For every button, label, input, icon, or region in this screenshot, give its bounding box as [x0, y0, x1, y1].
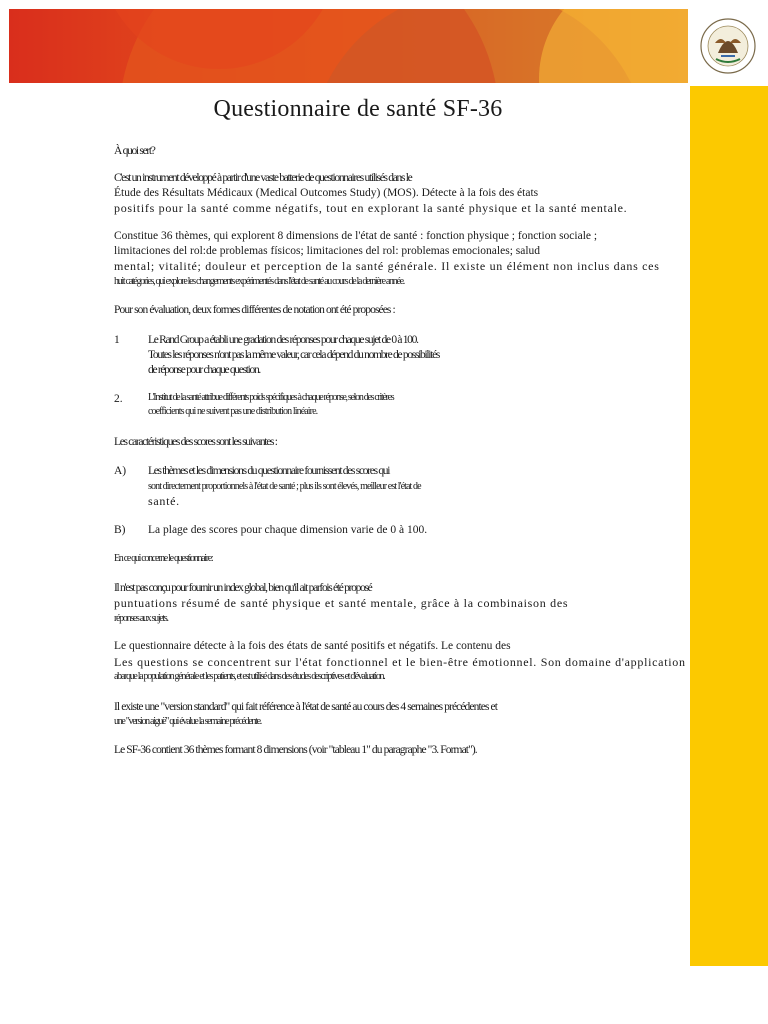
yellow-side-bar [690, 86, 768, 966]
banner-curves [9, 9, 688, 83]
section-heading: À quoi sert? [114, 145, 155, 157]
p2-line-2: limitaciones del rol:de problemas físicos; limitaciones del rol: problemas emocionales; salud [114, 245, 541, 257]
p1-line-1: C'est un instrument développé à partir d'une vaste batterie de questionnaires utilisés dans le [114, 172, 412, 184]
p4-text: Les caractéristiques des scores sont les suivantes : [114, 436, 277, 448]
itemB-text: La plage des scores pour chaque dimension varie de 0 à 100. [148, 524, 428, 536]
p9-text: Le SF-36 contient 36 thèmes formant 8 dimensions (voir "tableau 1" du paragraphe "3. Format"). [114, 744, 477, 756]
coat-of-arms-seal [688, 9, 768, 83]
item1-line-2: Toutes les réponses n'ont pas la même valeur, car cela dépend du nombre de possibilités [148, 349, 440, 361]
itemA-line-3: santé. [148, 494, 180, 508]
item2-line-2: coefficients qui ne suivent pas une distribution linéaire. [148, 406, 318, 417]
item1-line-3: de réponse pour chaque question. [148, 364, 261, 376]
item1-marker: 1 [114, 334, 120, 346]
p2-line-3: mental; vitalité; douleur et perception de la santé générale. Il existe un élément non inclus dans ces [114, 259, 660, 273]
itemA-line-2: sont directement proportionnels à l'état de santé ; plus ils sont élevés, meilleur est l'état de [148, 481, 421, 492]
header-banner [9, 9, 688, 83]
p7-line-3: abarque la population générale et les patients, et est utilisé dans des études descriptives et d'évaluation. [114, 671, 385, 682]
itemA-marker: A) [114, 465, 127, 477]
p2-line-4: huit catégories, qui explore les changements expérimentés dans l'état de santé au cours de la dernière année. [114, 276, 404, 287]
page-title: Questionnaire de santé SF-36 [213, 96, 503, 122]
p1-line-3: positifs pour la santé comme négatifs, tout en explorant la santé physique et la santé mentale. [114, 201, 628, 215]
p7-line-2: Les questions se concentrent sur l'état fonctionnel et le bien-être émotionnel. Son domaine d'application [114, 655, 686, 669]
item1-line-1: Le Rand Group a établi une gradation des réponses pour chaque sujet de 0 à 100. [148, 334, 418, 346]
p2-line-1: Constitue 36 thèmes, qui explorent 8 dimensions de l'état de santé : fonction physique ; fonction sociale ; [114, 230, 598, 242]
p5-text: En ce qui concerne le questionnaire: [114, 553, 213, 564]
itemB-marker: B) [114, 524, 126, 536]
p1-line-2: Étude des Résultats Médicaux (Medical Outcomes Study) (MOS). Détecte à la fois des états [114, 187, 539, 199]
item2-marker: 2. [114, 393, 123, 405]
p8-line-2: une "version aiguë" qui évalue la semaine précédente. [114, 716, 261, 727]
p6-line-2: puntuations résumé de santé physique et santé mentale, grâce à la combinaison des [114, 596, 569, 610]
p6-line-3: réponses aux sujets. [114, 613, 168, 624]
p3-text: Pour son évaluation, deux formes différentes de notation ont été proposées : [114, 304, 395, 316]
eagle-seal-icon [688, 9, 768, 83]
p8-line-1: Il existe une "version standard" qui fait référence à l'état de santé au cours des 4 semaines précédentes et [114, 701, 498, 713]
p6-line-1: Il n'est pas conçu pour fournir un index global, bien qu'il ait parfois été proposé [114, 582, 372, 594]
p7-line-1: Le questionnaire détecte à la fois des états de santé positifs et négatifs. Le contenu des [114, 640, 511, 652]
itemA-line-1: Les thèmes et les dimensions du questionnaire fournissent des scores qui [148, 465, 390, 477]
item2-line-1: L'Institut de la santé attribue différents poids spécifiques à chaque réponse, selon des critères [148, 392, 394, 403]
